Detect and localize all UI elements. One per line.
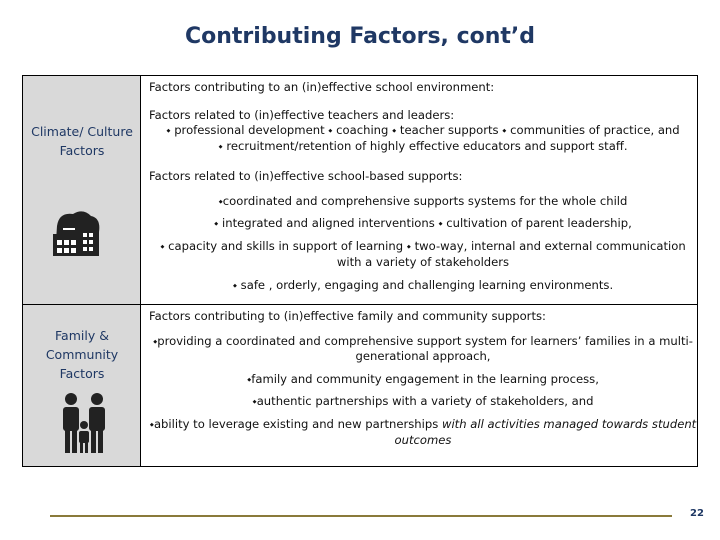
row-divider [141, 304, 697, 305]
environment-heading: Factors contributing to an (in)effective school environment: [149, 80, 495, 94]
family-line-3: ⬩family and community engagement in the learning process, [247, 372, 599, 386]
climate-category-label: Climate/ Culture Factors [31, 124, 133, 158]
family-icon [59, 391, 109, 455]
teachers-line-1: ⬩ professional development ⬩ coaching ⬩ teacher supports ⬩ communities of practice, and [166, 123, 680, 137]
family-line-5: ⬩ability to leverage existing and new partnerships with all activities managed towards student [149, 417, 697, 431]
page-number: 22 [690, 508, 704, 519]
supports-heading: Factors related to (in)effective school-based supports: [149, 169, 463, 183]
climate-category-cell [23, 76, 141, 304]
family-line-4: ⬩authentic partnerships with a variety of stakeholders, and [252, 394, 594, 408]
supports-line-3: ⬩ capacity and skills in support of learning ⬩ two-way, internal and external communication [160, 239, 686, 253]
school-building-icon [49, 206, 105, 262]
page-title: Contributing Factors, cont’d [184, 24, 536, 49]
supports-line-5: ⬩ safe , orderly, engaging and challenging learning environments. [232, 278, 614, 292]
family-line-6: outcomes [394, 433, 452, 447]
supports-line-1: ⬩coordinated and comprehensive supports systems for the whole child [218, 194, 628, 208]
factors-table [22, 75, 698, 467]
footer-divider [50, 515, 672, 517]
teachers-line-2: ⬩ recruitment/retention of highly effective educators and support staff. [218, 139, 628, 153]
supports-line-2: ⬩ integrated and aligned interventions ⬩ cultivation of parent leadership, [214, 216, 632, 230]
supports-line-4: with a variety of stakeholders [336, 255, 510, 269]
family-line-1: ⬩providing a coordinated and comprehensive support system for learners’ families in a multi- [153, 334, 693, 348]
family-line-2: generational approach, [355, 349, 491, 363]
family-category-label: Family & Community Factors [45, 328, 119, 381]
family-heading: Factors contributing to (in)effective family and community supports: [149, 309, 546, 323]
teachers-heading: Factors related to (in)effective teachers and leaders: [149, 108, 455, 122]
